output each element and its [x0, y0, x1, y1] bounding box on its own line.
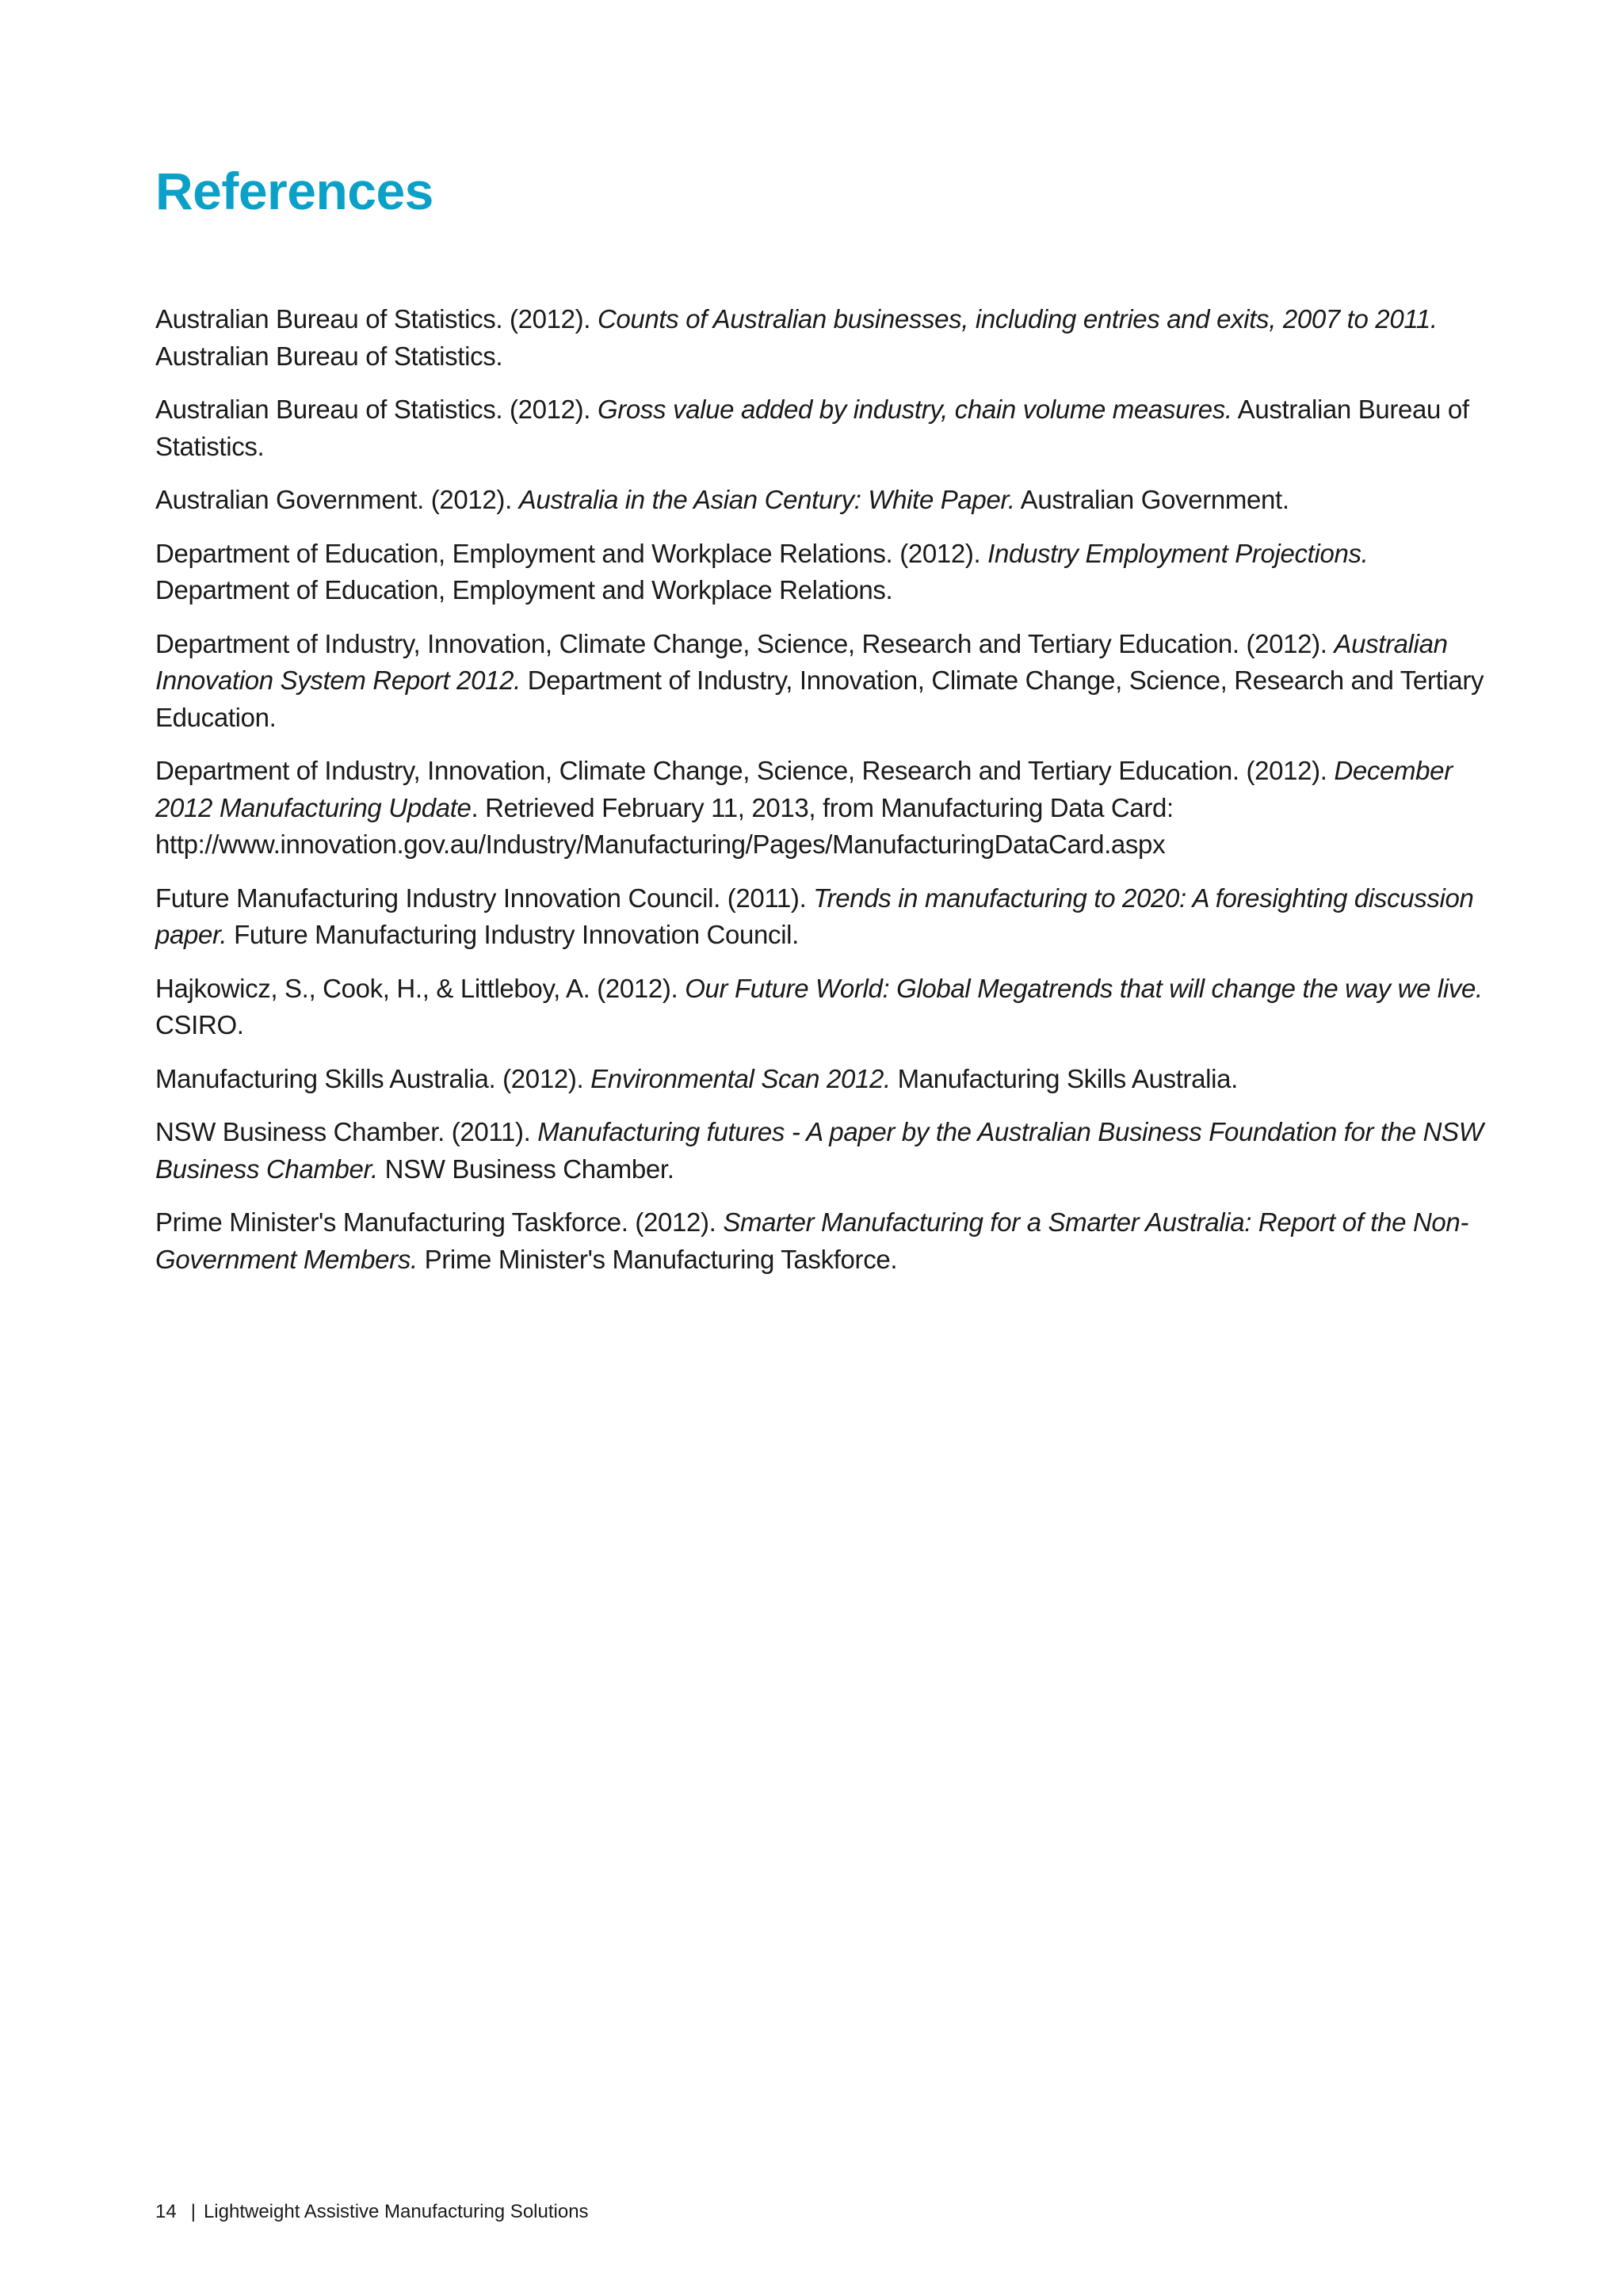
reference-item [155, 536, 1487, 609]
reference-title: Manufacturing futures - A paper by the Australian Business Foundation for the NSW Business Chamber. [155, 1117, 1484, 1184]
reference-item [155, 1204, 1487, 1278]
reference-author-date: Australian Bureau of Statistics. (2012). [155, 395, 598, 424]
reference-author-date: Department of Education, Employment and Workplace Relations. (2012). [155, 538, 988, 568]
reference-publisher: Australian Bureau of Statistics. [155, 341, 503, 371]
reference-title: Gross value added by industry, chain volume measures. [597, 395, 1232, 424]
reference-title: Australia in the Asian Century: White Paper. [518, 485, 1015, 514]
reference-author-date: Australian Bureau of Statistics. (2012). [155, 304, 598, 334]
reference-author-date: Hajkowicz, S., Cook, H., & Littleboy, A. (2012). [155, 973, 685, 1003]
reference-author-date: Future Manufacturing Industry Innovation Council. (2011). [155, 883, 814, 913]
reference-item [155, 753, 1487, 864]
footer-separator: | [190, 2201, 196, 2222]
reference-item [155, 301, 1487, 375]
reference-publisher: Australian Government. [1014, 485, 1289, 514]
reference-author-date: Australian Government. (2012). [155, 485, 519, 514]
reference-title: Environmental Scan 2012. [590, 1063, 891, 1093]
reference-author-date: Department of Industry, Innovation, Climate Change, Science, Research and Tertiary Education. (2012). [155, 628, 1335, 658]
reference-title: Smarter Manufacturing for a Smarter Australia: Report of the Non-Government Members. [155, 1207, 1469, 1274]
reference-title: Australian Innovation System Report 2012. [155, 628, 1448, 695]
page-number: 14 [155, 2201, 177, 2222]
reference-publisher: Future Manufacturing Industry Innovation Council. [227, 920, 799, 949]
reference-publisher: Department of Education, Employment and Workplace Relations. [155, 575, 893, 605]
reference-publisher: NSW Business Chamber. [377, 1154, 674, 1184]
reference-item [155, 626, 1487, 737]
reference-title: Trends in manufacturing to 2020: A foresighting discussion paper. [155, 883, 1474, 949]
reference-item [155, 971, 1487, 1044]
reference-author-date: Department of Industry, Innovation, Climate Change, Science, Research and Tertiary Education. (2012). [155, 756, 1335, 785]
page-title: References [155, 162, 433, 220]
reference-list [155, 301, 1487, 1295]
reference-author-date: Manufacturing Skills Australia. (2012). [155, 1063, 591, 1093]
reference-item [155, 482, 1487, 519]
reference-title: December 2012 Manufacturing Update [155, 756, 1453, 822]
reference-author-date: NSW Business Chamber. (2011). [155, 1117, 538, 1146]
reference-item [155, 880, 1487, 954]
footer-document-title: Lightweight Assistive Manufacturing Solutions [203, 2201, 589, 2222]
reference-publisher: Australian Bureau of Statistics. [155, 395, 1469, 461]
reference-author-date: Prime Minister's Manufacturing Taskforce. (2012). [155, 1207, 724, 1237]
reference-title: Industry Employment Projections. [987, 538, 1369, 568]
reference-publisher: Department of Industry, Innovation, Climate Change, Science, Research and Tertiary Education. [155, 666, 1484, 732]
reference-publisher: Manufacturing Skills Australia. [890, 1063, 1238, 1093]
reference-item [155, 1061, 1487, 1098]
page-footer [155, 2199, 589, 2225]
reference-title: Counts of Australian businesses, including entries and exits, 2007 to 2011. [597, 304, 1438, 334]
reference-publisher: . Retrieved February 11, 2013, from Manufacturing Data Card: http://www.innovation.gov.au/Industry/Manufacturing/Pages/ManufacturingDataCard.aspx [155, 792, 1174, 859]
reference-item [155, 391, 1487, 465]
reference-item [155, 1114, 1487, 1188]
reference-publisher: CSIRO. [155, 1010, 244, 1039]
reference-publisher: Prime Minister's Manufacturing Taskforce. [417, 1244, 898, 1274]
reference-title: Our Future World: Global Megatrends that will change the way we live. [685, 973, 1483, 1003]
